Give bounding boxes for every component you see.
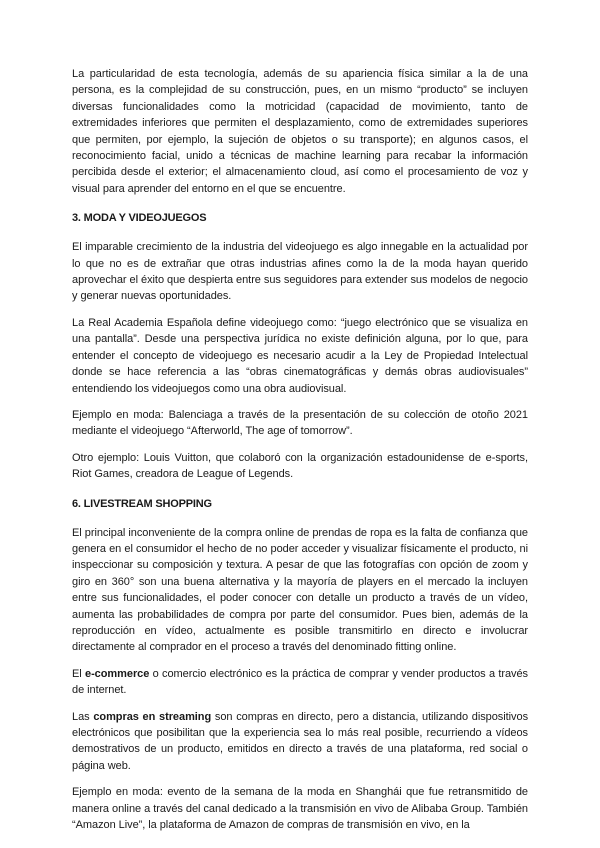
paragraph-live-1: El principal inconveniente de la compra online de prendas de ropa es la falta de confianza que genera en el consumidor el hecho de no poder acceder y visualizar físicamente el producto, ni inspeccionar su composición y textura. A pesar de que las fotografías con opción de zoom y giro en 360° son una buena alternativa y la mayoría de players en el mercado la incluyen entre sus funcionalidades, el poder conocer con detalle un producto a través de un vídeo, aumenta las probabilidades de compra por parte del consumidor. Pues bien, además de la reproducción en vídeo, actualmente es posible transmitirlo en directo e involucrar directamente al comprador en el proceso a través del denominado fitting online. — [72, 526, 528, 654]
paragraph-moda-1: El imparable crecimiento de la industria del videojuego es algo innegable en la actualidad por lo que no es de extrañar que otras industrias afines como la de la moda hayan querido aprovechar el éxito que despierta entre sus seguidores para extender sus modelos de negocio y generar nuevas oportunidades. — [72, 241, 528, 303]
paragraph-moda-4: Otro ejemplo: Louis Vuitton, que colaboró con la organización estadounidense de e-sports, Riot Games, creadora de League of Legends. — [72, 451, 528, 481]
paragraph-moda-3: Ejemplo en moda: Balenciaga a través de la presentación de su colección de otoño 2021 mediante el videojuego “Afterworld, The age of tomorrow”. — [72, 408, 528, 438]
section-heading-moda-videojuegos: 3. MODA Y VIDEOJUEGOS — [72, 212, 207, 225]
paragraph-live-2-lead: El — [72, 667, 85, 680]
paragraph-live-3 — [72, 709, 528, 775]
paragraph-live-2-rest: o comercio electrónico es la práctica de comprar y vender productos a través de internet. — [72, 667, 528, 697]
paragraph-live-3-lead: Las — [72, 710, 94, 723]
section-heading-livestream-shopping: 6. LIVESTREAM SHOPPING — [72, 497, 212, 510]
paragraph-intro: La particularidad de esta tecnología, además de su apariencia física similar a la de una persona, es la complejidad de su construcción, pues, en un mismo “producto” se incluyen diversas funcionalidades como la motricidad (capacidad de movimiento, tanto de extremidades inferiores que permiten el desplazamiento, como de extremidades superiores que permiten, por ejemplo, la sujeción de objetos o su transporte); en algunos casos, el reconocimiento facial, unido a técnicas de machine learning para recabar la información percibida desde el exterior; el almacenamiento cloud, así como el procesamiento de voz y visual para aprender del entorno en el que se encuentre. — [72, 68, 528, 195]
term-e-commerce: e-commerce — [85, 667, 150, 680]
document-body — [72, 66, 528, 843]
paragraph-live-4: Ejemplo en moda: evento de la semana de la moda en Shanghái que fue retransmitido de manera online a través del canal dedicado a la transmisión en vivo de Alibaba Group. También “Amazon Live”, la plataforma de Amazon de compras de transmisión en vivo, en la — [72, 786, 528, 832]
paragraph-moda-2: La Real Academia Española define videojuego como: “juego electrónico que se visualiza en una pantalla”. Desde una perspectiva jurídica no existe definición alguna, por lo que, para entender el concepto de videojuego es necesario acudir a la Ley de Propiedad Intelectual donde se hace referencia a las “obras cinematográficas y demás obras audiovisuales” entendiendo los videojuegos como una obra audiovisual. — [72, 316, 528, 395]
term-compras-en-streaming: compras en streaming — [93, 710, 212, 723]
paragraph-live-2 — [72, 666, 528, 699]
paragraph-live-3-rest: son compras en directo, pero a distancia, utilizando dispositivos electrónicos que posibilitan que la experiencia sea lo más real posible, recurriendo a vídeos demostrativos de un producto, emitidos en directo a través de una plataforma, red social o página web. — [72, 710, 529, 772]
